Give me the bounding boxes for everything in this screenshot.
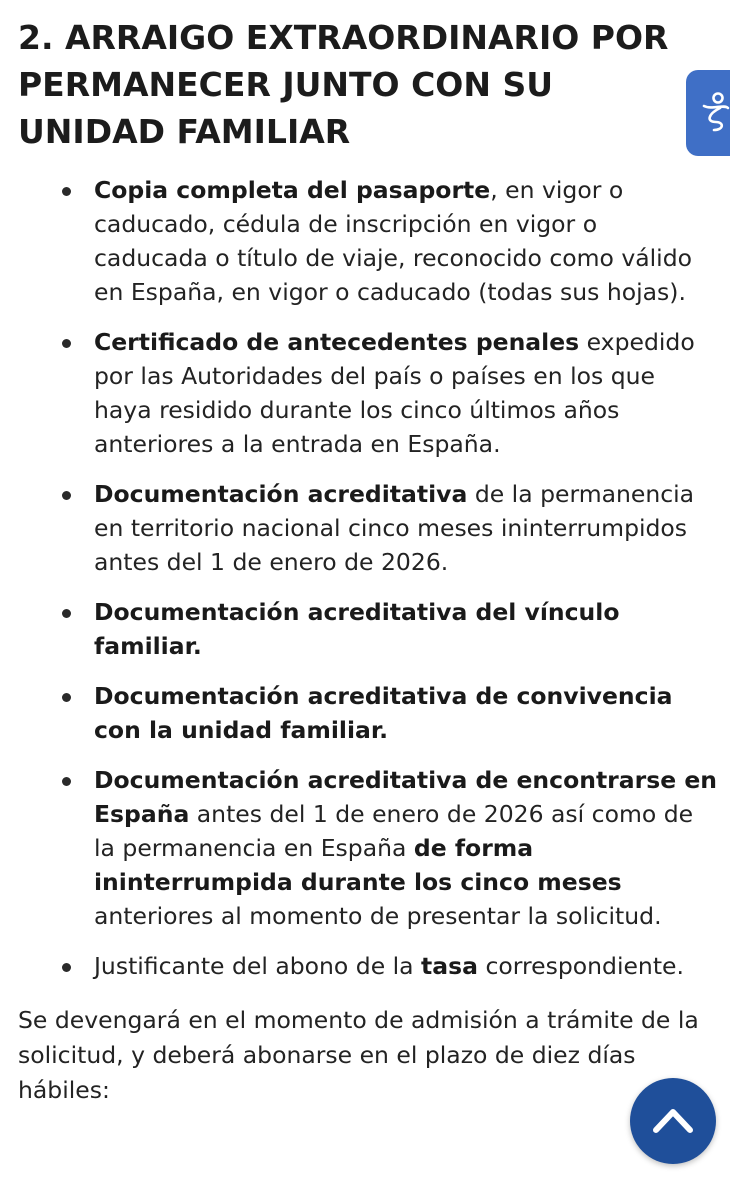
item-text: expedido por las Autoridades del país o países en los que haya residido durante los cinco últimos años anteriores a la entrada en España.	[94, 328, 695, 458]
requirements-list	[18, 173, 718, 983]
list-item	[94, 679, 718, 747]
item-bold-text: tasa	[421, 952, 478, 980]
section-title-line-1: 2. ARRAIGO EXTRAORDINARIO POR	[18, 18, 669, 57]
item-bold-text: Documentación acreditativa de encontrarse en España	[94, 766, 717, 828]
bullet-icon	[62, 339, 71, 348]
list-item	[94, 173, 718, 309]
item-text: , en vigor o caducado, cédula de inscripción en vigor o caducada o título de viaje, reconocido como válido en España, en vigor o caducado (todas sus hojas).	[94, 176, 693, 306]
list-item	[94, 477, 718, 579]
bullet-icon	[62, 491, 71, 500]
accessibility-icon	[698, 92, 730, 132]
fee-note: Se devengará en el momento de admisión a trámite de la solicitud, y deberá abonarse en el plazo de diez días hábiles:	[18, 1006, 699, 1104]
section-title-line-2: PERMANECER JUNTO CON SU	[18, 65, 554, 104]
bullet-icon	[62, 187, 71, 196]
chevron-up-icon	[651, 1104, 695, 1134]
item-text: correspondiente.	[477, 952, 684, 980]
item-bold-text: Copia completa del pasaporte	[94, 176, 491, 204]
item-text: de la permanencia en territorio nacional cinco meses ininterrumpidos antes del 1 de enero de 2026.	[94, 480, 695, 576]
section-title-line-3: UNIDAD FAMILIAR	[18, 112, 351, 151]
bullet-icon	[62, 693, 71, 702]
list-item	[94, 949, 718, 983]
scroll-to-top-button[interactable]	[630, 1078, 716, 1164]
section-title	[18, 14, 718, 155]
item-bold-text: Certificado de antecedentes penales	[94, 328, 580, 356]
bullet-icon	[62, 609, 71, 618]
item-text: antes del 1 de enero de 2026 así como de la permanencia en España	[94, 800, 694, 862]
item-bold-text: Documentación acreditativa	[94, 480, 468, 508]
item-text-pre: Justificante del abono de la	[94, 952, 422, 980]
item-bold-text: Documentación acreditativa de convivencia con la unidad familiar.	[94, 682, 673, 744]
list-item	[94, 763, 718, 933]
main-content	[18, 14, 718, 1108]
list-item	[94, 325, 718, 461]
list-item	[94, 595, 718, 663]
accessibility-tab[interactable]	[686, 70, 730, 156]
bullet-icon	[62, 777, 71, 786]
item-text-2: anteriores al momento de presentar la solicitud.	[94, 902, 662, 930]
item-bold-text-2: de forma ininterrumpida durante los cinco meses	[94, 834, 622, 896]
item-bold-text: Documentación acreditativa del vínculo familiar.	[94, 598, 620, 660]
bullet-icon	[62, 963, 71, 972]
